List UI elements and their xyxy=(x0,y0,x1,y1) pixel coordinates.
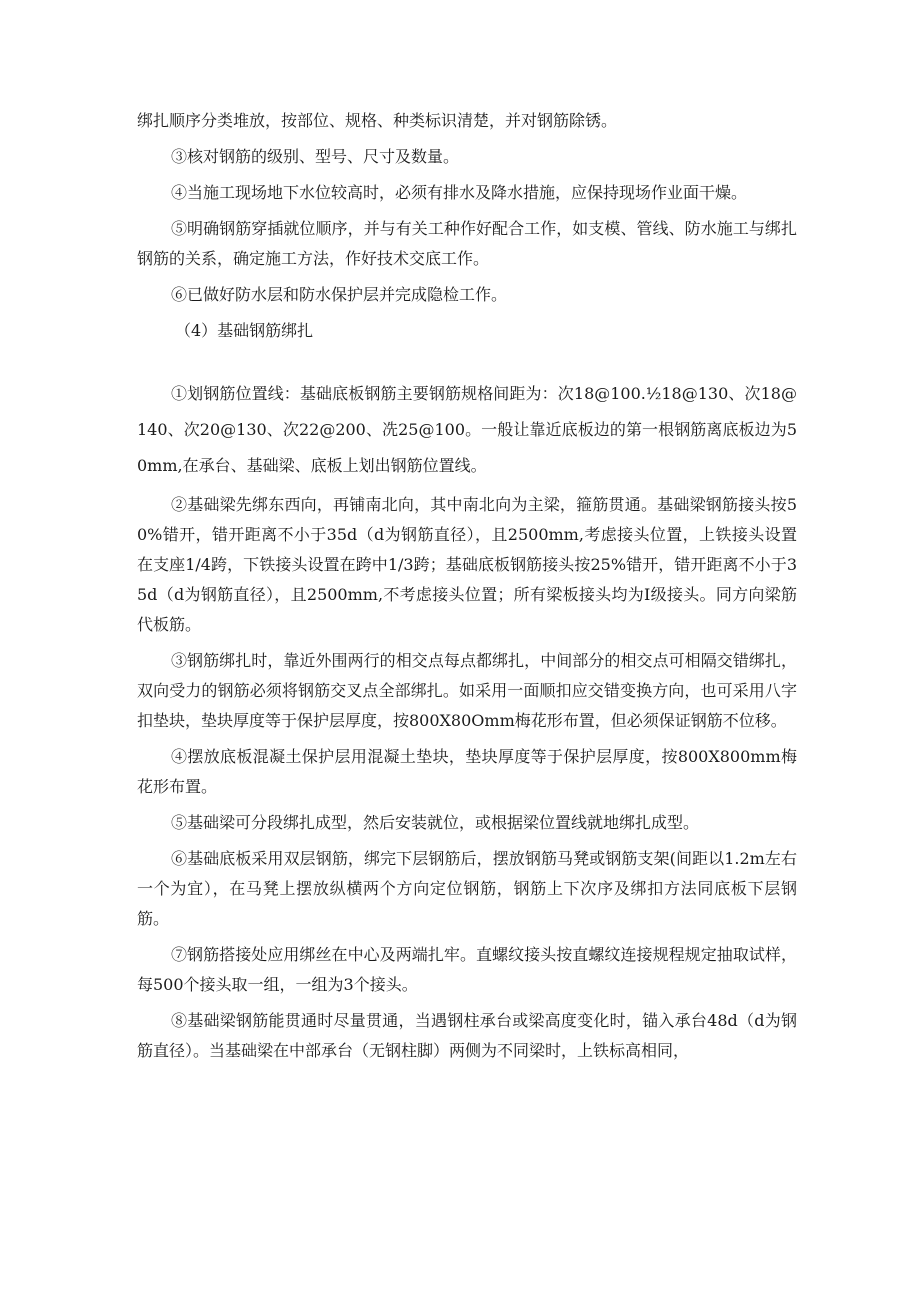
paragraph-item-8: ⑧基础梁钢筋能贯通时尽量贯通，当遇钢柱承台或梁高度变化时，锚入承台48d（d为钢筋直径）。当基础梁在中部承台（无钢柱脚）两侧为不同梁时，上铁标高相同， xyxy=(137,1011,797,1060)
paragraph-item-4: ④当施工现场地下水位较高时，必须有排水及降水措施，应保持现场作业面干燥。 xyxy=(171,183,748,202)
paragraph-item-2: ②基础梁先绑东西向，再铺南北向，其中南北向为主梁，箍筋贯通。基础梁钢筋接头按50%错开，错开距离不小于35d（d为钢筋直径），且2500mm,考虑接头位置，上铁接头设置在支座1/4跨，下铁接头设置在跨中1/3跨；基础底板钢筋接头按25%错开，错开距离不小于35d（d为钢筋直径），且2500mm,不考虑接头位置；所有梁板接头均为I级接头。同方向梁筋代板筋。 xyxy=(137,495,797,634)
section-heading: （4）基础钢筋绑扎 xyxy=(175,321,314,340)
paragraph-item-1: ①划钢筋位置线：基础底板钢筋主要钢筋规格间距为：次18@100.½18@130、次18@140、次20@130、次22@200、冼25@100。一般让靠近底板边的第一根钢筋离底板边为50mm,在承台、基础梁、底板上划出钢筋位置线。 xyxy=(137,384,797,475)
document-body xyxy=(137,106,797,1072)
paragraph-item-4b: ④摆放底板混凝土保护层用混凝土垫块，垫块厚度等于保护层厚度，按800X800mm梅花形布置。 xyxy=(137,747,797,796)
paragraph-item-5b: ⑤基础梁可分段绑扎成型，然后安装就位，或根据梁位置线就地绑扎成型。 xyxy=(171,813,700,832)
paragraph-item-6b: ⑥基础底板采用双层钢筋，绑完下层钢筋后，摆放钢筋马凳或钢筋支架(间距以1.2m左右一个为宜），在马凳上摆放纵横两个方向定位钢筋，钢筋上下次序及绑扣方法同底板下层钢筋。 xyxy=(137,849,797,928)
paragraph-item-3b: ③钢筋绑扎时，靠近外围两行的相交点每点都绑扎，中间部分的相交点可相隔交错绑扎，双向受力的钢筋必须将钢筋交叉点全部绑扎。如采用一面顺扣应交错变换方向，也可采用八字扣垫块，垫块厚度等于保护层厚度，按800X80Omm梅花形布置，但必须保证钢筋不位移。 xyxy=(137,651,797,730)
paragraph-item-7: ⑦钢筋搭接处应用绑丝在中心及两端扎牢。直螺纹接头按直螺纹连接规程规定抽取试样，每500个接头取一组，一组为3个接头。 xyxy=(137,945,797,994)
paragraph-continuation: 绑扎顺序分类堆放，按部位、规格、种类标识清楚，并对钢筋除锈。 xyxy=(137,111,618,130)
paragraph-item-3: ③核对钢筋的级别、型号、尺寸及数量。 xyxy=(171,147,460,166)
paragraph-item-6: ⑥已做好防水层和防水保护层并完成隐检工作。 xyxy=(171,285,508,304)
paragraph-item-5: ⑤明确钢筋穿插就位顺序，并与有关工种作好配合工作，如支模、管线、防水施工与绑扎钢筋的关系，确定施工方法，作好技术交底工作。 xyxy=(137,219,797,268)
